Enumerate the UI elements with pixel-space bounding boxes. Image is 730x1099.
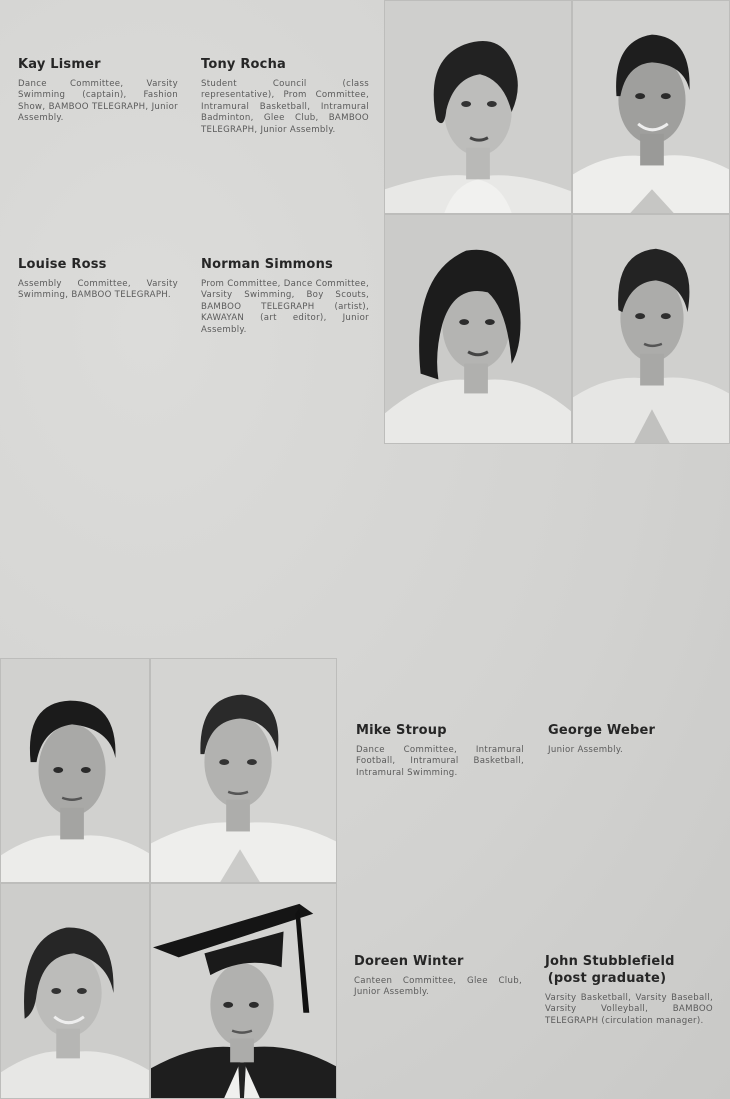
student-name: John Stubblefield [545,954,675,969]
student-bio: Dance Committee, Intramural Football, Intramural Basketball, Intramural Swimming. [356,745,524,778]
entry-john-stubblefield [545,953,713,1027]
entry-george-weber [548,722,714,756]
student-bio: Junior Assembly. [548,745,624,755]
student-name: Tony Rocha [201,57,287,72]
student-name: Doreen Winter [354,954,464,969]
photo-louise-ross [384,214,572,444]
entry-louise-ross [18,256,178,302]
photo-mike-stroup [0,658,150,883]
student-name: George Weber [548,723,656,738]
photo-kay-lismer [384,0,572,214]
entry-norman-simmons [201,256,369,336]
student-name: Kay Lismer [18,57,101,72]
student-name: Mike Stroup [356,723,447,738]
photo-norman-simmons [572,214,730,444]
student-bio: Prom Committee, Dance Committee, Varsity Swimming, Boy Scouts, BAMBOO TELEGRAPH (artist), KAWAYAN (art editor), Junior Assembly. [201,279,370,335]
student-bio: Dance Committee, Varsity Swimming (captain), Fashion Show, BAMBOO TELEGRAPH, Junior Assembly. [18,79,178,124]
student-name: Norman Simmons [201,257,333,272]
photo-john-stubblefield [150,883,337,1099]
student-name: Louise Ross [18,257,107,272]
student-note: (post graduate) [547,971,667,986]
student-bio: Canteen Committee, Glee Club, Junior Assembly. [354,976,522,998]
entry-mike-stroup [356,722,524,779]
entry-doreen-winter [354,953,522,999]
student-bio: Varsity Basketball, Varsity Baseball, Varsity Volleyball, BAMBOO TELEGRAPH (circulation manager). [545,993,713,1026]
student-bio: Student Council (class representative), Prom Committee, Intramural Basketball, Intramural Badminton, Glee Club, BAMBOO TELEGRAPH, Junior Assembly. [201,79,369,135]
photo-doreen-winter [0,883,150,1099]
student-bio: Assembly Committee, Varsity Swimming, BAMBOO TELEGRAPH. [18,279,178,301]
entry-tony-rocha [201,56,369,136]
photo-tony-rocha [572,0,730,214]
entry-kay-lismer [18,56,178,125]
photo-george-weber [150,658,337,883]
